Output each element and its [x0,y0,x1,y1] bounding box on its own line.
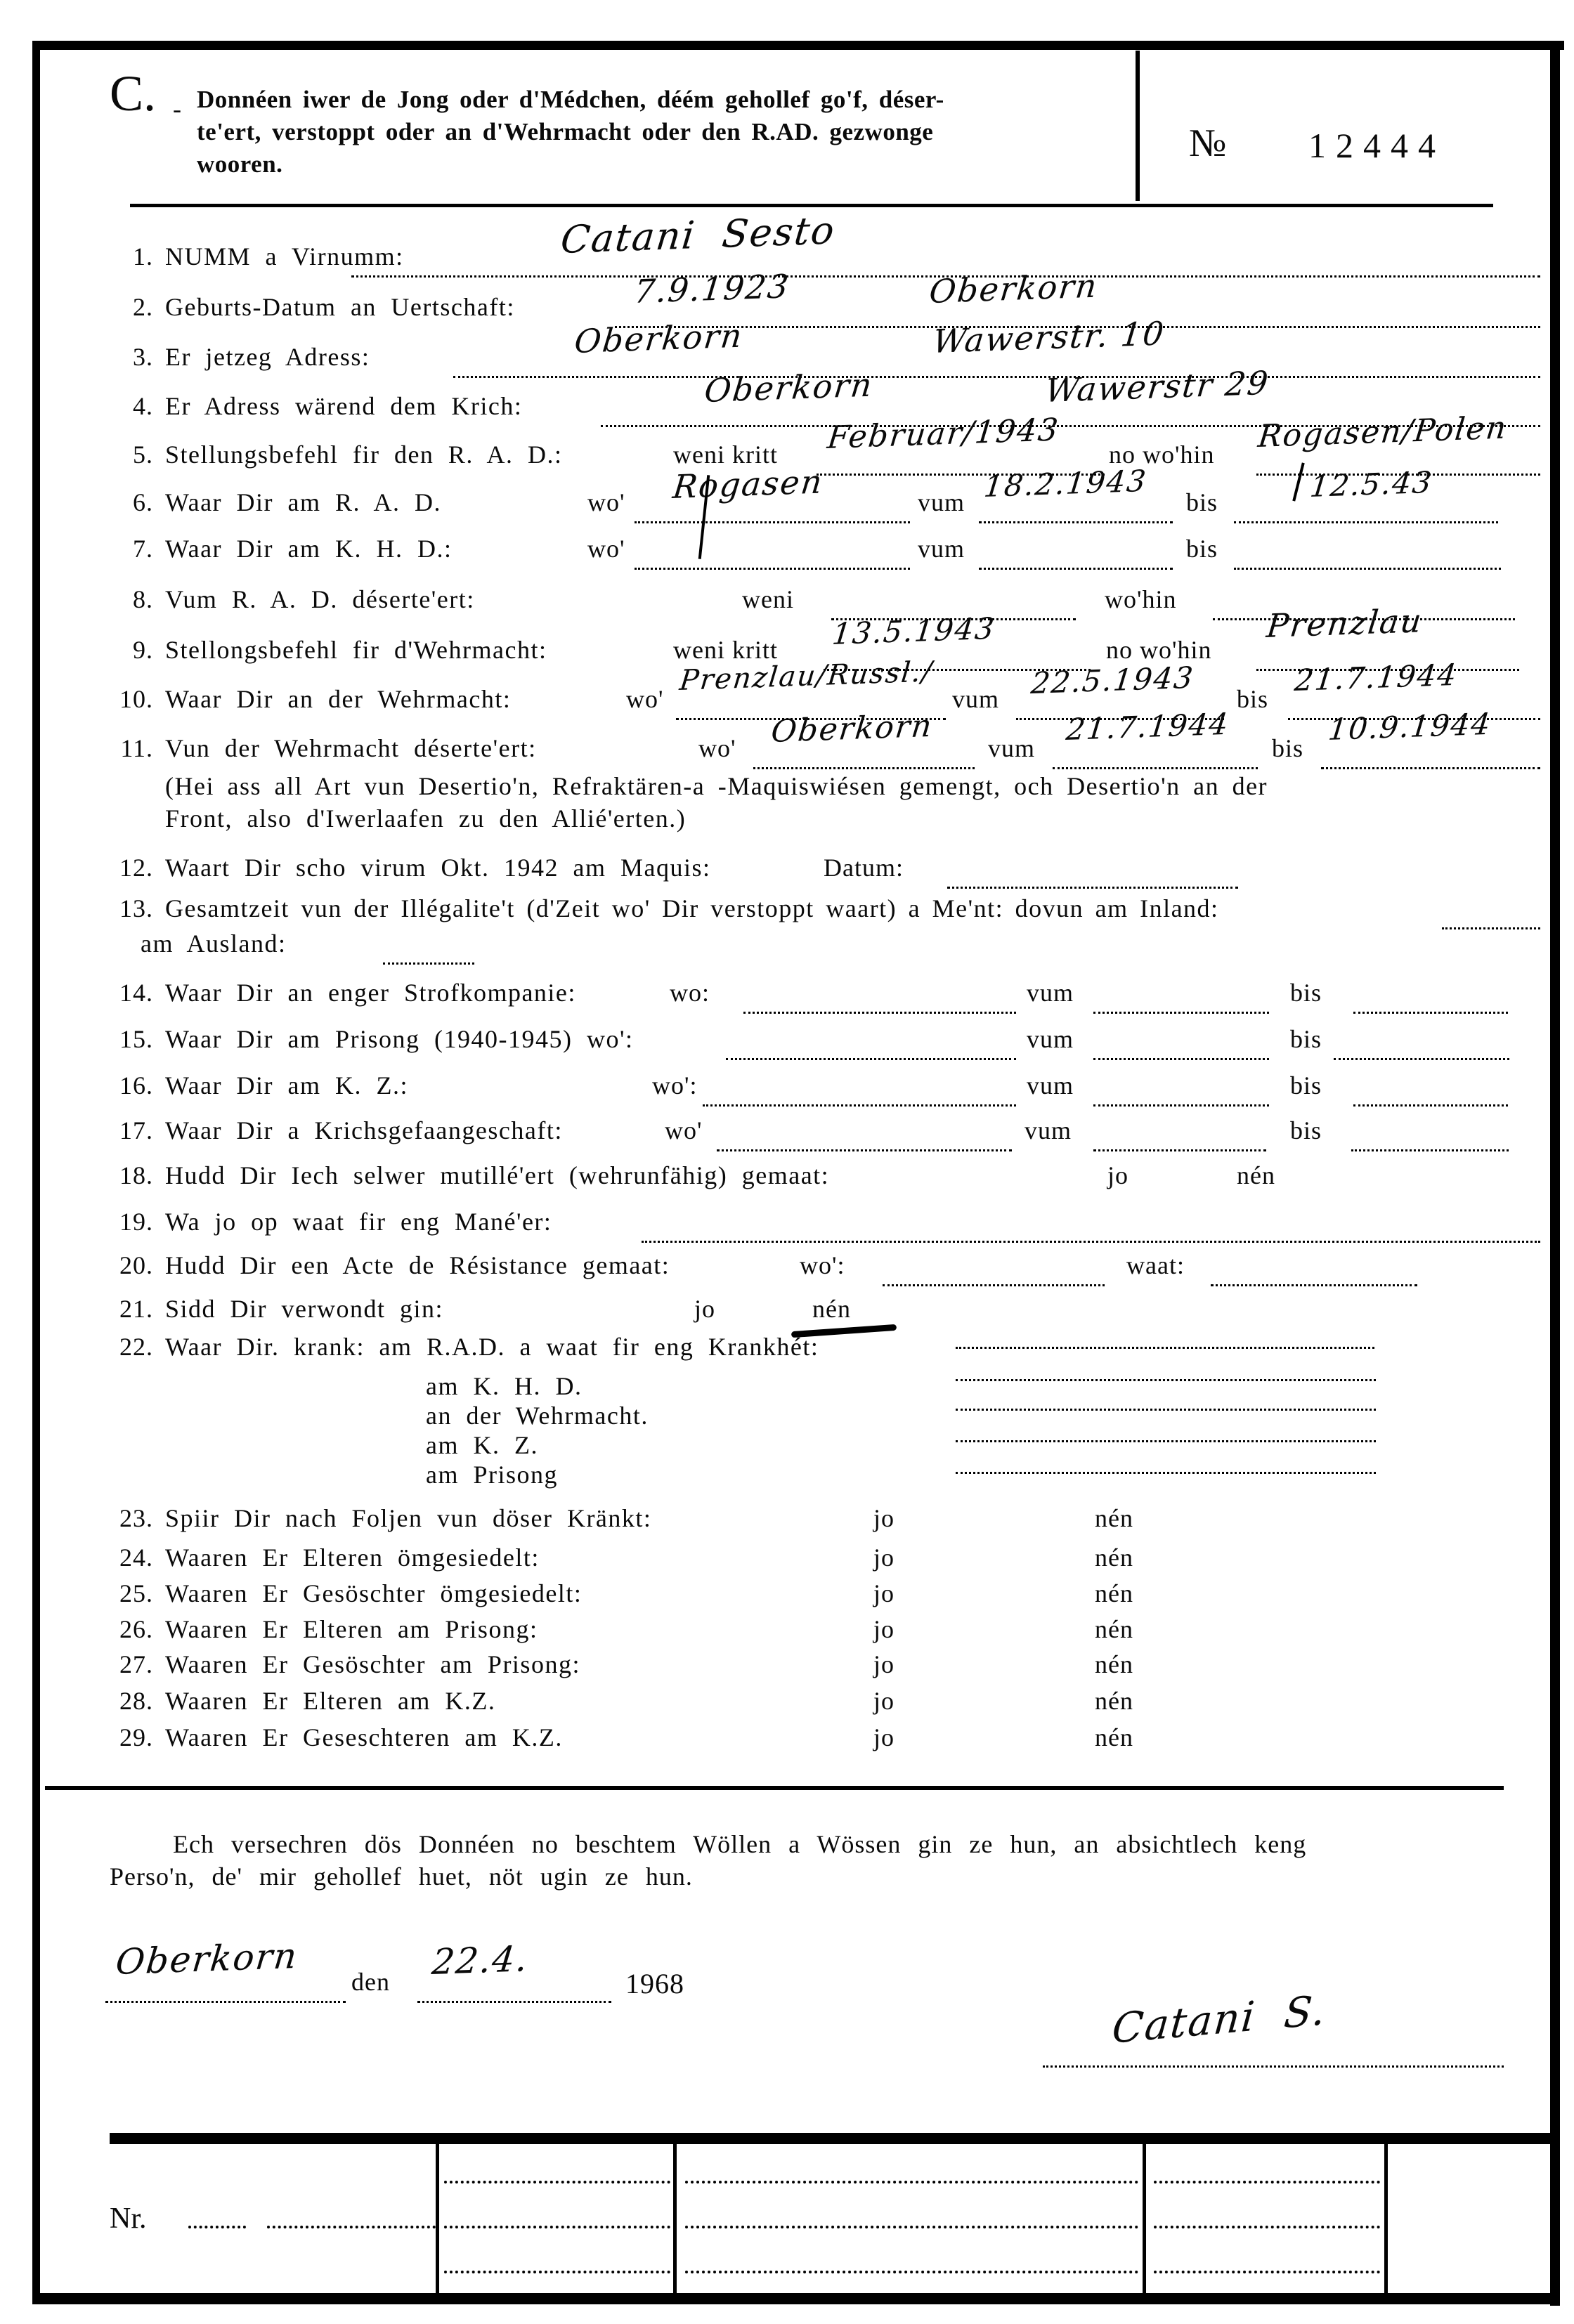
border-bottom [32,2293,1560,2304]
item-number: 1. [133,242,153,270]
wo-label: wo': [800,1251,845,1279]
vum-label: vum [988,734,1036,762]
declaration-separator [45,1786,1504,1790]
nen-option: nén [1095,1543,1133,1572]
form-row-7 [0,534,1574,573]
form-row-12 [0,853,1574,892]
handwritten-date: 18.2.1943 [982,463,1149,504]
jo-option: jo [873,1650,895,1678]
handwritten-date: 12.5.43 [1308,464,1435,504]
vum-label: vum [952,685,1000,713]
nen-option: nén [1095,1723,1133,1751]
item-number: 9. [133,636,153,664]
handwritten-place: Oberkorn [573,316,746,360]
bis-label: bis [1290,1071,1322,1099]
dotted-line [1353,979,1508,1014]
form-row-20 [0,1251,1574,1290]
table-divider-2 [673,2144,677,2294]
handwritten-place: Oberkorn [114,1935,300,1983]
item-label: Waar Dir am K. Z.: [165,1071,408,1099]
item-number: 28. [119,1687,153,1715]
declaration-line-1: Ech versechren dös Donnéen no beschtem Wöllen a Wössen gin ze hun, an absichtlech keng [173,1830,1307,1858]
wo-label: wo: [670,979,710,1007]
dotted-line [1353,1072,1508,1106]
table-dotted-line [188,2226,246,2228]
dotted-line [1093,1026,1269,1060]
item-label: Geburts-Datum an Uertschaft: [165,293,515,321]
form-row-25 [0,1579,1574,1618]
item-label: Wa jo op waat fir eng Mané'er: [165,1208,552,1236]
item-label: NUMM a Virnumm: [165,242,404,270]
handwritten-date: 21.7.1944 [1293,657,1459,698]
item-number: 4. [133,392,153,420]
number-sign: № [1189,122,1227,165]
dotted-line [1442,895,1540,929]
table-top-border [110,2133,1550,2144]
dotted-line [1093,1117,1266,1151]
dotted-line [1093,979,1269,1014]
item-label: Waar Dir an enger Strofkompanie: [165,979,576,1007]
handwritten-name: Catani Sesto [559,208,838,262]
handwritten-street: Wawerstr 29 [1043,363,1272,410]
item-label: Stellungsbefehl fir den R. A. D.: [165,440,563,469]
sub-label: am Prisong [426,1461,559,1489]
header-dash: - [173,95,181,123]
item-number: 2. [133,293,153,321]
item-number: 18. [119,1161,153,1189]
form-row-24 [0,1543,1574,1582]
item-label: Stellongsbefehl fir d'Wehrmacht: [165,636,547,664]
item-label: Vum R. A. D. déserte'ert: [165,585,475,613]
handwritten-street: Wawerstr. 10 [931,314,1167,360]
nen-option: nén [1095,1504,1133,1532]
form-row-2 [0,266,1574,332]
dotted-line [1234,535,1501,570]
item-number: 20. [119,1251,153,1279]
item-number: 8. [133,585,153,613]
form-row-13b [0,929,1574,968]
jo-option: jo [873,1543,895,1572]
item-label: Waaren Er Geseschteren am K.Z. [165,1723,563,1751]
form-row-22d [0,1460,1574,1499]
wo-label: wo' [626,685,664,713]
item-number: 12. [119,854,153,882]
wohin-label: wo'hin [1105,585,1177,613]
nen-option: nén [1237,1161,1275,1189]
table-dotted-line [685,2181,1138,2183]
dotted-line [383,930,474,965]
signature-line [1043,2033,1504,2068]
table-divider-1 [436,2144,439,2294]
form-row-11 [0,706,1574,773]
handwritten-date: 10.9.1944 [1327,706,1493,747]
note-text: (Hei ass all Art vun Desertio'n, Refraktären-a -Maquiswiésen gemengt, och Desertio'n an der [165,772,1268,800]
handwritten-place: Rogasen [671,462,826,506]
table-dotted-line [267,2226,436,2228]
bis-label: bis [1186,535,1218,563]
note-text: Front, also d'Iwerlaafen zu den Allié'erten.) [165,804,687,833]
item-number: 22. [119,1333,153,1361]
handwritten-date: 22.5.1943 [1029,660,1196,700]
handwritten-date: 13.5.1943 [831,611,997,651]
table-dotted-line [685,2226,1138,2228]
table-dotted-line [685,2271,1138,2273]
nen-option: nén [1095,1687,1133,1715]
dotted-line [635,535,910,570]
form-row-29 [0,1723,1574,1762]
bis-label: bis [1186,488,1218,516]
vum-label: vum [918,535,965,563]
wo-label: wo' [587,535,625,563]
wo-label: wo' [698,734,736,762]
handwritten-place: Oberkorn [928,266,1100,311]
dotted-line [717,1117,1012,1151]
item-number: 16. [119,1071,153,1099]
bis-label: bis [1237,685,1269,713]
item-label: Waar Dir an der Wehrmacht: [165,685,512,713]
dotted-line [1093,1072,1269,1106]
handwritten-place: Rogasen/Polen [1256,410,1509,455]
form-row-28 [0,1686,1574,1725]
header-line-2: te'ert, verstoppt oder an d'Wehrmacht oder den R.AD. gezwonge [197,118,934,145]
wo-label: wo' [587,488,625,516]
dotted-line [956,1408,1376,1442]
jo-option: jo [873,1615,895,1643]
item-label: Waar Dir am R. A. D. [165,488,442,516]
jo-option: jo [873,1723,895,1751]
item-label: Waaren Er Gesöschter ömgesiedelt: [165,1579,583,1607]
vum-label: vum [1025,1116,1072,1144]
dotted-line [956,1376,1376,1411]
dotted-line [1351,1117,1509,1151]
bis-label: bis [1272,734,1304,762]
table-divider-3 [1143,2144,1146,2294]
item-label: Waar Dir a Krichsgefaangeschaft: [165,1116,563,1144]
weni-kritt-label: weni kritt [673,440,778,469]
nen-option: nén [1095,1650,1133,1678]
vum-label: vum [1027,979,1074,1007]
item-label: Waaren Er Gesöschter am Prisong: [165,1650,580,1678]
form-row-15 [0,1024,1574,1064]
item-label: Vun der Wehrmacht déserte'ert: [165,734,537,762]
dotted-line [979,535,1173,570]
handwritten-place: Prenzlau/Russl./ [678,655,935,697]
item-label: Er jetzeg Adress: [165,343,370,371]
item-label: Waaren Er Elteren ömgesiedelt: [165,1543,540,1572]
nen-option: nén [812,1295,851,1323]
weni-kritt-label: weni kritt [673,636,778,664]
handwritten-date: 22.4. [430,1938,531,1983]
form-row-14 [0,978,1574,1017]
jo-option: jo [873,1579,895,1607]
handwritten-place: Oberkorn [769,707,935,750]
nr-label: Nr. [110,2202,147,2235]
wo-label: wo': [652,1071,698,1099]
header-line-3: wooren. [197,150,283,178]
form-row-13 [0,894,1574,933]
form-row-16 [0,1071,1574,1110]
year-label: 1968 [625,1968,684,1999]
form-row-18 [0,1161,1574,1200]
jo-option: jo [1107,1161,1129,1189]
sub-label: an der Wehrmacht. [426,1402,649,1430]
item-number: 10. [119,685,153,713]
no-wohin-label: no wo'hin [1106,636,1212,664]
dossier-number: 12444 [1308,126,1445,165]
table-dotted-line [444,2226,670,2228]
nen-option: nén [1095,1579,1133,1607]
dotted-line [956,1440,1376,1474]
jo-option: jo [694,1295,716,1323]
table-dotted-line [444,2181,670,2183]
jo-option: jo [873,1504,895,1532]
table-divider-4 [1384,2144,1388,2294]
handwritten-place: Oberkorn [703,365,876,410]
item-number: 25. [119,1579,153,1607]
item-label: Waart Dir scho virum Okt. 1942 am Maquis: [165,854,711,882]
form-row-6 [0,462,1574,527]
handwritten-place: Prenzlau [1265,601,1425,645]
item-label: Waaren Er Elteren am Prisong: [165,1615,538,1643]
form-row-27 [0,1650,1574,1689]
item-label: Spiir Dir nach Foljen vun döser Kränkt: [165,1504,652,1532]
waat-label: waat: [1126,1251,1185,1279]
item-label: Hudd Dir Iech selwer mutillé'ert (wehrunfähig) gemaat: [165,1161,830,1189]
item-label: Gesamtzeit vun der Illégalite't (d'Zeit wo' Dir verstoppt waart) a Me'nt: dovun am Inland: [165,894,1219,922]
weni-label: weni [742,585,794,613]
item-label: am Ausland: [141,929,287,958]
form-row-19 [0,1207,1574,1246]
dotted-line [105,1969,346,2003]
item-number: 14. [119,979,153,1007]
item-label: Waar Dir am K. H. D.: [165,535,453,563]
table-dotted-line [444,2271,670,2273]
handwritten-date: Februar/1943 [826,412,1061,456]
item-number: 11. [120,734,153,762]
item-label: Er Adress wärend dem Krich: [165,392,523,420]
handwritten-date: 7.9.1923 [632,267,792,311]
item-number: 3. [133,343,153,371]
item-number: 29. [119,1723,153,1751]
item-number: 7. [133,535,153,563]
form-row-11-note2 [0,804,1574,843]
nen-option: nén [1095,1615,1133,1643]
item-number: 23. [119,1504,153,1532]
form-row-26 [0,1614,1574,1654]
dotted-line [947,854,1238,889]
vum-label: vum [918,488,965,516]
item-number: 19. [119,1208,153,1236]
item-number: 6. [133,488,153,516]
border-top [32,41,1564,50]
dotted-line [1211,1252,1417,1286]
dotted-line [1334,1026,1509,1060]
item-number: 15. [119,1025,153,1053]
item-number: 27. [119,1650,153,1678]
dotted-line [743,979,1016,1014]
bis-label: bis [1290,1025,1322,1053]
item-number: 5. [133,440,153,469]
header-separator [130,204,1493,207]
bis-label: bis [1290,979,1322,1007]
item-number: 24. [119,1543,153,1572]
table-dotted-line [1154,2181,1380,2183]
dotted-line [703,1072,1016,1106]
no-wohin-label: no wo'hin [1109,440,1215,469]
datum-label: Datum: [824,854,904,882]
sub-label: am K. H. D. [426,1372,583,1400]
form-row-17 [0,1116,1574,1155]
signature: Catani S. [1110,1985,1329,2053]
item-label: Waar Dir am Prisong (1940-1945) wo': [165,1025,634,1053]
vum-label: vum [1027,1025,1074,1053]
table-dotted-line [1154,2271,1380,2273]
item-label: Sidd Dir verwondt gin: [165,1295,443,1323]
declaration-line-2: Perso'n, de' mir gehollef huet, nöt ugin ze hun. [110,1862,693,1891]
dotted-line [883,1252,1105,1286]
den-label: den [351,1968,390,1996]
vum-label: vum [1027,1071,1074,1099]
jo-option: jo [873,1687,895,1715]
table-dotted-line [1154,2226,1380,2228]
item-number: 13. [119,894,153,922]
dotted-line [956,1314,1374,1349]
item-number: 26. [119,1615,153,1643]
handwritten-date: 21.7.1944 [1065,706,1231,747]
wo-label: wo' [665,1116,703,1144]
item-label: Waar Dir. krank: am R.A.D. a waat fir eng Krankhét: [165,1333,819,1361]
header-line-1: Donnéen iwer de Jong oder d'Médchen, déém gehollef go'f, déser- [197,86,944,113]
bis-label: bis [1290,1116,1322,1144]
item-label: Hudd Dir een Acte de Résistance gemaat: [165,1251,670,1279]
section-letter: C. [110,65,157,122]
item-number: 21. [119,1295,153,1323]
dotted-line [642,1208,1540,1243]
date-place-row [0,1935,1574,2006]
form-row-23 [0,1503,1574,1543]
dotted-line [726,1026,1016,1060]
number-box-divider [1136,51,1140,201]
item-label: Waaren Er Elteren am K.Z. [165,1687,496,1715]
item-number: 17. [119,1116,153,1144]
sub-label: am K. Z. [426,1431,538,1459]
